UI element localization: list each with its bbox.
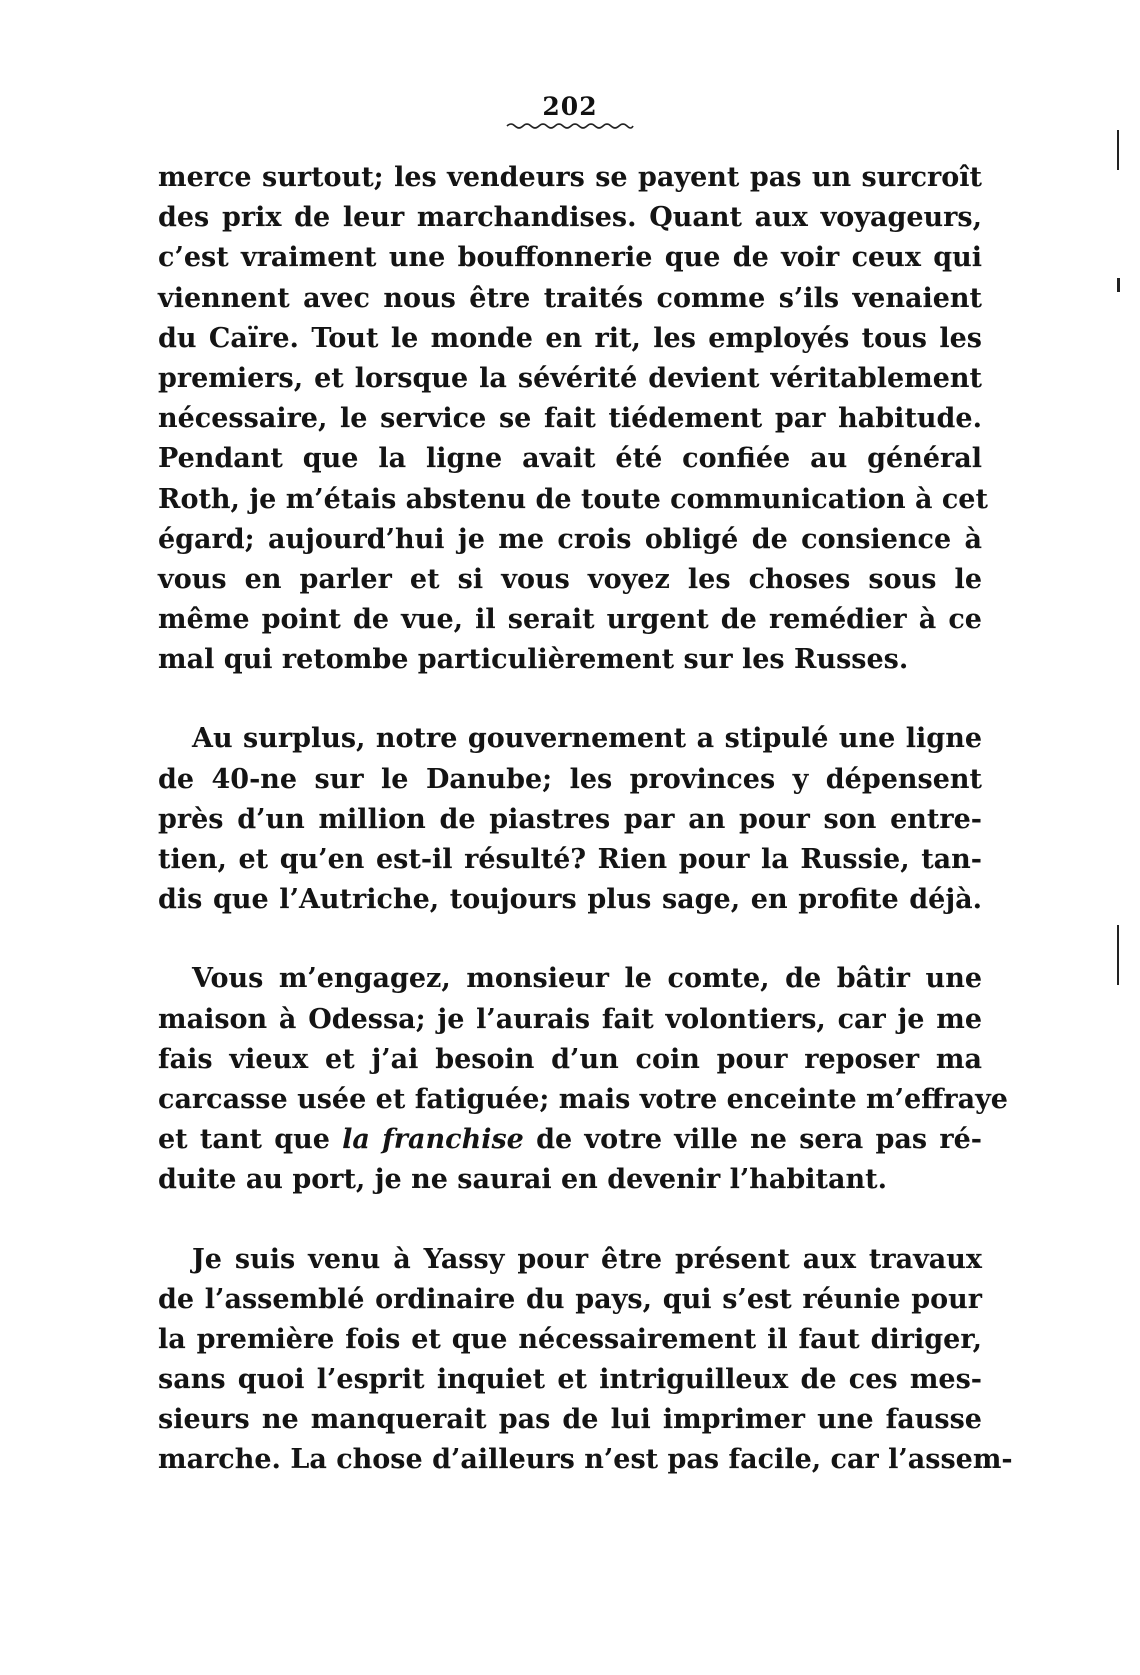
margin-mark-middle: [1117, 278, 1120, 292]
text-segment: de votre ville ne sera pas ré-: [523, 1124, 982, 1156]
text-line: mal qui retombe particulièrement sur les Russes.: [158, 644, 909, 676]
text-line: même point de vue, il serait urgent de remédier à ce: [158, 604, 982, 636]
text-line: fais vieux et j’ai besoin d’un coin pour reposer ma: [158, 1043, 982, 1075]
italic-phrase: la franchise: [342, 1124, 524, 1156]
paragraph-4: [158, 1240, 1013, 1481]
text-line: vous en parler et si vous voyez les choses sous le: [158, 563, 982, 595]
paragraph-1: [158, 158, 988, 680]
margin-mark-bottom: [1117, 925, 1119, 985]
text-line: du Caïre. Tout le monde en rit, les employés tous les: [158, 322, 982, 354]
text-line: sieurs ne manquerait pas de lui imprimer une fausse: [158, 1404, 982, 1436]
text-line: duite au port, je ne saurai en devenir l’habitant.: [158, 1164, 888, 1196]
page-number: 202: [542, 92, 598, 121]
text-line: égard; aujourd’hui je me crois obligé de consience à: [158, 523, 982, 555]
text-line: premiers, et lorsque la sévérité devient véritablement: [158, 362, 982, 394]
text-line-with-italic: [158, 1120, 982, 1160]
text-line: Roth, je m’étais abstenu de toute communication à cet: [158, 483, 988, 515]
paragraph-3: [158, 959, 1008, 1200]
text-line: Au surplus, notre gouvernement a stipulé une ligne: [192, 723, 982, 755]
text-line: sans quoi l’esprit inquiet et intriguilleux de ces mes-: [158, 1364, 982, 1396]
text-line: Vous m’engagez, monsieur le comte, de bâtir une: [192, 963, 982, 995]
text-line: maison à Odessa; je l’aurais fait volontiers, car je me: [158, 1003, 982, 1035]
text-line: de 40-ne sur le Danube; les provinces y dépensent: [158, 763, 982, 795]
text-segment: et tant que: [158, 1124, 343, 1156]
body-text: [158, 158, 1013, 1481]
text-line: la première fois et que nécessairement il faut diriger,: [158, 1323, 982, 1355]
text-line: merce surtout; les vendeurs se payent pas un surcroît: [158, 162, 982, 193]
text-line: c’est vraiment une bouffonnerie que de voir ceux qui: [158, 242, 982, 274]
margin-mark-top: [1117, 130, 1119, 170]
wavy-rule-ornament: [505, 121, 635, 131]
text-line: dis que l’Autriche, toujours plus sage, en profite déjà.: [158, 884, 982, 916]
text-line: nécessaire, le service se fait tiédement par habitude.: [158, 403, 982, 435]
page-number-header: [0, 92, 1140, 131]
text-line: marche. La chose d’ailleurs n’est pas facile, car l’assem-: [158, 1444, 1013, 1476]
text-line: de l’assemblé ordinaire du pays, qui s’est réunie pour: [158, 1283, 982, 1315]
paragraph-2: [158, 719, 982, 920]
text-line: carcasse usée et fatiguée; mais votre enceinte m’effraye: [158, 1083, 1008, 1115]
text-line: des prix de leur marchandises. Quant aux voyageurs,: [158, 202, 982, 234]
text-line: Pendant que la ligne avait été confiée au général: [158, 443, 982, 475]
text-line: viennent avec nous être traités comme s’ils venaient: [158, 282, 982, 314]
text-line: Je suis venu à Yassy pour être présent aux travaux: [192, 1243, 982, 1275]
text-line: près d’un million de piastres par an pour son entre-: [158, 803, 982, 835]
text-line: tien, et qu’en est-il résulté? Rien pour la Russie, tan-: [158, 844, 982, 875]
